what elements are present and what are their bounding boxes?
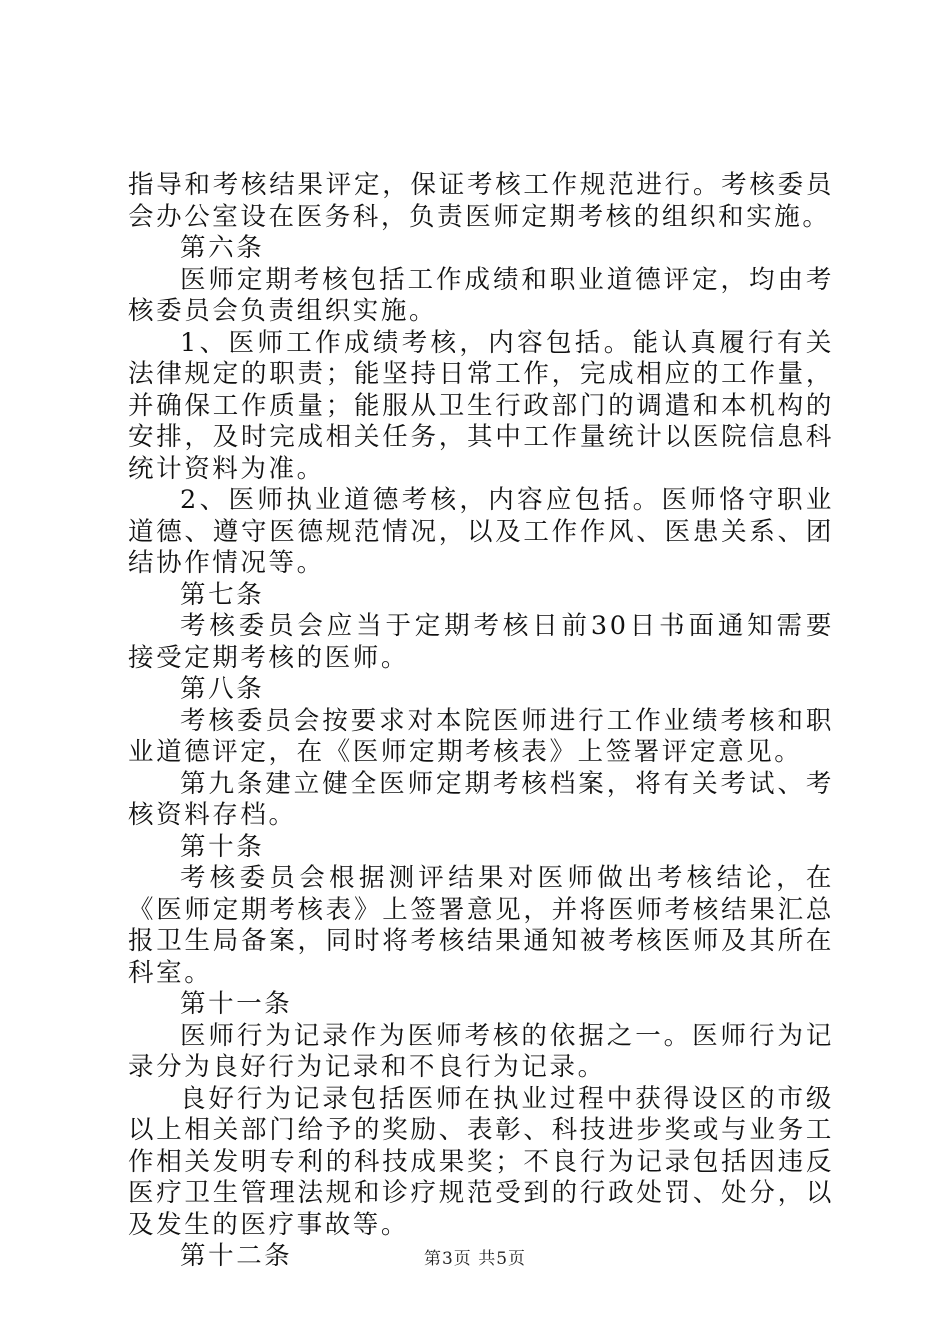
paragraph: 第七条 [180, 579, 265, 610]
paragraph: 第十二条 [180, 1241, 293, 1271]
paragraph: 考核委员会应当于定期考核日前30日书面通知需要接受定期考核的医师。 [128, 611, 834, 673]
paragraph: 考核委员会按要求对本院医师进行工作业绩考核和职业道德评定，在《医师定期考核表》上签署评定意见。 [128, 705, 834, 767]
paragraph: 医师定期考核包括工作成绩和职业道德评定，均由考核委员会负责组织实施。 [128, 264, 834, 326]
paragraph: 第九条建立健全医师定期考核档案，将有关考试、考核资料存档。 [128, 768, 834, 830]
paragraph: 第六条 [180, 233, 265, 263]
paragraph: 医师行为记录作为医师考核的依据之一。医师行为记录分为良好行为记录和不良行为记录。 [128, 1020, 834, 1082]
paragraph: 1、医师工作成绩考核，内容包括。能认真履行有关法律规定的职责；能坚持日常工作，完成相应的工作量，并确保工作质量；能服从卫生行政部门的调遣和本机构的安排，及时完成相关任务，其中工作量统计以医院信息科统计资料为准。 [128, 327, 834, 484]
paragraph: 第十一条 [180, 989, 293, 1019]
paragraph: 良好行为记录包括医师在执业过程中获得设区的市级以上相关部门给予的奖励、表彰、科技进步奖或与业务工作相关发明专利的科技成果奖；不良行为记录包括因违反医疗卫生管理法规和诊疗规范受到的行政处罚、处分，以及发生的医疗事故等。 [128, 1083, 834, 1240]
paragraph: 2、医师执业道德考核，内容应包括。医师恪守职业道德、遵守医德规范情况，以及工作作风、医患关系、团结协作情况等。 [128, 485, 834, 578]
paragraph: 指导和考核结果评定，保证考核工作规范进行。考核委员会办公室设在医务科，负责医师定期考核的组织和实施。 [128, 170, 834, 232]
page-footer: 第3页 共5页 [423, 1249, 527, 1269]
paragraph: 考核委员会根据测评结果对医师做出考核结论，在《医师定期考核表》上签署意见，并将医师考核结果汇总报卫生局备案，同时将考核结果通知被考核医师及其所在科室。 [128, 863, 834, 988]
document-body [128, 170, 834, 1273]
paragraph: 第八条 [180, 674, 265, 704]
paragraph: 第十条 [180, 831, 265, 862]
